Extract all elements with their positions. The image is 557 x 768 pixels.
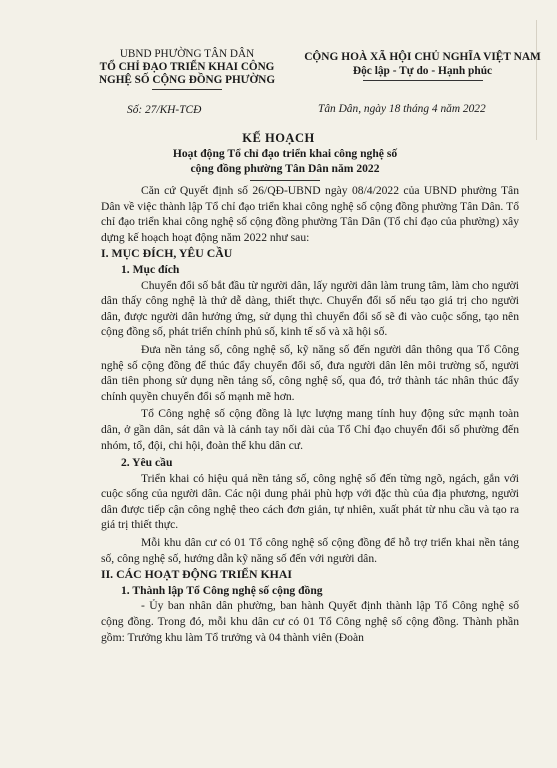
document-title: KẾ HOẠCH bbox=[242, 131, 315, 145]
agency-line-1: UBND PHƯỜNG TÂN DÂN bbox=[119, 48, 255, 60]
agency-line-3: NGHỆ SỐ CỘNG ĐỒNG PHƯỜNG bbox=[98, 74, 276, 86]
motto-underline bbox=[363, 80, 483, 81]
paragraph-requirements-2: Mỗi khu dân cư có 01 Tổ công nghệ số cộng đồng để hỗ trợ triển khai nền tảng số, công nghệ số, hướng dẫn kỹ năng số đến với người dân. bbox=[101, 536, 519, 565]
paragraph-purpose-1: Chuyển đổi số bắt đầu từ người dân, lấy người dân làm trung tâm, làm cho người dân thấy công nghệ là thứ dễ dàng, thiết thực. Chuyển đổi số nếu tạo giá trị cho người dân, được người dân hưởng ứng, sử dụng thì chuyển đổi số sẽ đi vào cuộc sống, tạo nên cộng đồng số, phát triển chính phủ số, kinh tế số và xã hội số. bbox=[101, 278, 519, 339]
agency-underline bbox=[152, 89, 222, 90]
agency-line-2: TỔ CHỈ ĐẠO TRIỂN KHAI CÔNG bbox=[99, 61, 275, 73]
subtitle-line-1: Hoạt động Tổ chỉ đạo triển khai công nghệ số bbox=[172, 147, 398, 160]
place-date: Tân Dân, ngày 18 tháng 4 năm 2022 bbox=[318, 103, 486, 115]
paragraph-establish-team: - Ủy ban nhân dân phường, ban hành Quyết định thành lập Tổ Công nghệ số cộng đồng. Trong đó, mỗi khu dân cư có 01 Tổ Công nghệ số cộng đồng. Thành phần gồm: Trưởng khu làm Tổ trưởng và 04 thành viên (Đoàn bbox=[101, 599, 519, 644]
subsection-heading-purpose: 1. Mục đích bbox=[121, 262, 180, 276]
paragraph-purpose-3: Tổ Công nghệ số cộng đồng là lực lượng mang tính huy động sức mạnh toàn dân, ở gần dân, sát dân và là cánh tay nối dài của Tổ Chỉ đạo chuyển đổi số phường đến nhóm, tổ, đội, chi hội, đoàn thể khu dân cư. bbox=[101, 407, 519, 452]
binding-edge-mark bbox=[536, 20, 547, 140]
national-motto-block bbox=[290, 50, 555, 81]
subtitle-line-2: cộng đồng phường Tân Dân năm 2022 bbox=[190, 162, 380, 175]
document-subtitle bbox=[150, 146, 420, 176]
document-number: Số: 27/KH-TCĐ bbox=[127, 104, 202, 116]
issuing-agency-block bbox=[92, 48, 282, 90]
document-body bbox=[101, 183, 519, 645]
section-heading-1: I. MỤC ĐÍCH, YÊU CẦU bbox=[101, 246, 233, 261]
paragraph-requirements-1: Triển khai có hiệu quả nền tảng số, công nghệ số đến từng ngõ, ngách, gắn với cuộc sống của người dân. Các nội dung phải phù hợp với đặc thù của địa phương, người dân được tiếp cận công nghệ theo cách đơn giản, tự nhiên, xuất phát từ nhu cầu và tạo ra giá trị thiết thực. bbox=[101, 471, 519, 532]
paragraph-purpose-2: Đưa nền tảng số, công nghệ số, kỹ năng số đến người dân thông qua Tổ Công nghệ số cộng đồng để thúc đẩy chuyển đổi số, đưa người dân lên môi trường số, người dân tiên phong sử dụng nền tảng số, công nghệ số, qua đó, trở thành tác nhân thúc đẩy chính quyền chuyển đổi số mạnh mẽ hơn. bbox=[101, 342, 519, 403]
subsection-heading-requirements: 2. Yêu cầu bbox=[121, 456, 173, 470]
section-heading-2: II. CÁC HOẠT ĐỘNG TRIỂN KHAI bbox=[101, 567, 292, 582]
title-underline bbox=[250, 180, 320, 181]
subsection-heading-establish-team: 1. Thành lập Tổ Công nghệ số cộng đồng bbox=[121, 583, 323, 597]
intro-paragraph: Căn cứ Quyết định số 26/QĐ-UBND ngày 08/4/2022 của UBND phường Tân Dân về việc thành lập Tổ chỉ đạo triển khai công nghệ số cộng đồng phường Tân Dân. Tổ chỉ đạo triển khai công nghệ số cộng đồng phường Tân Dân (Tổ chỉ đạo của phường) xây dựng kế hoạch hoạt động năm 2022 như sau: bbox=[101, 184, 519, 244]
country-name: CỘNG HOÀ XÃ HỘI CHỦ NGHĨA VIỆT NAM bbox=[304, 51, 541, 63]
motto: Độc lập - Tự do - Hạnh phúc bbox=[352, 65, 493, 77]
